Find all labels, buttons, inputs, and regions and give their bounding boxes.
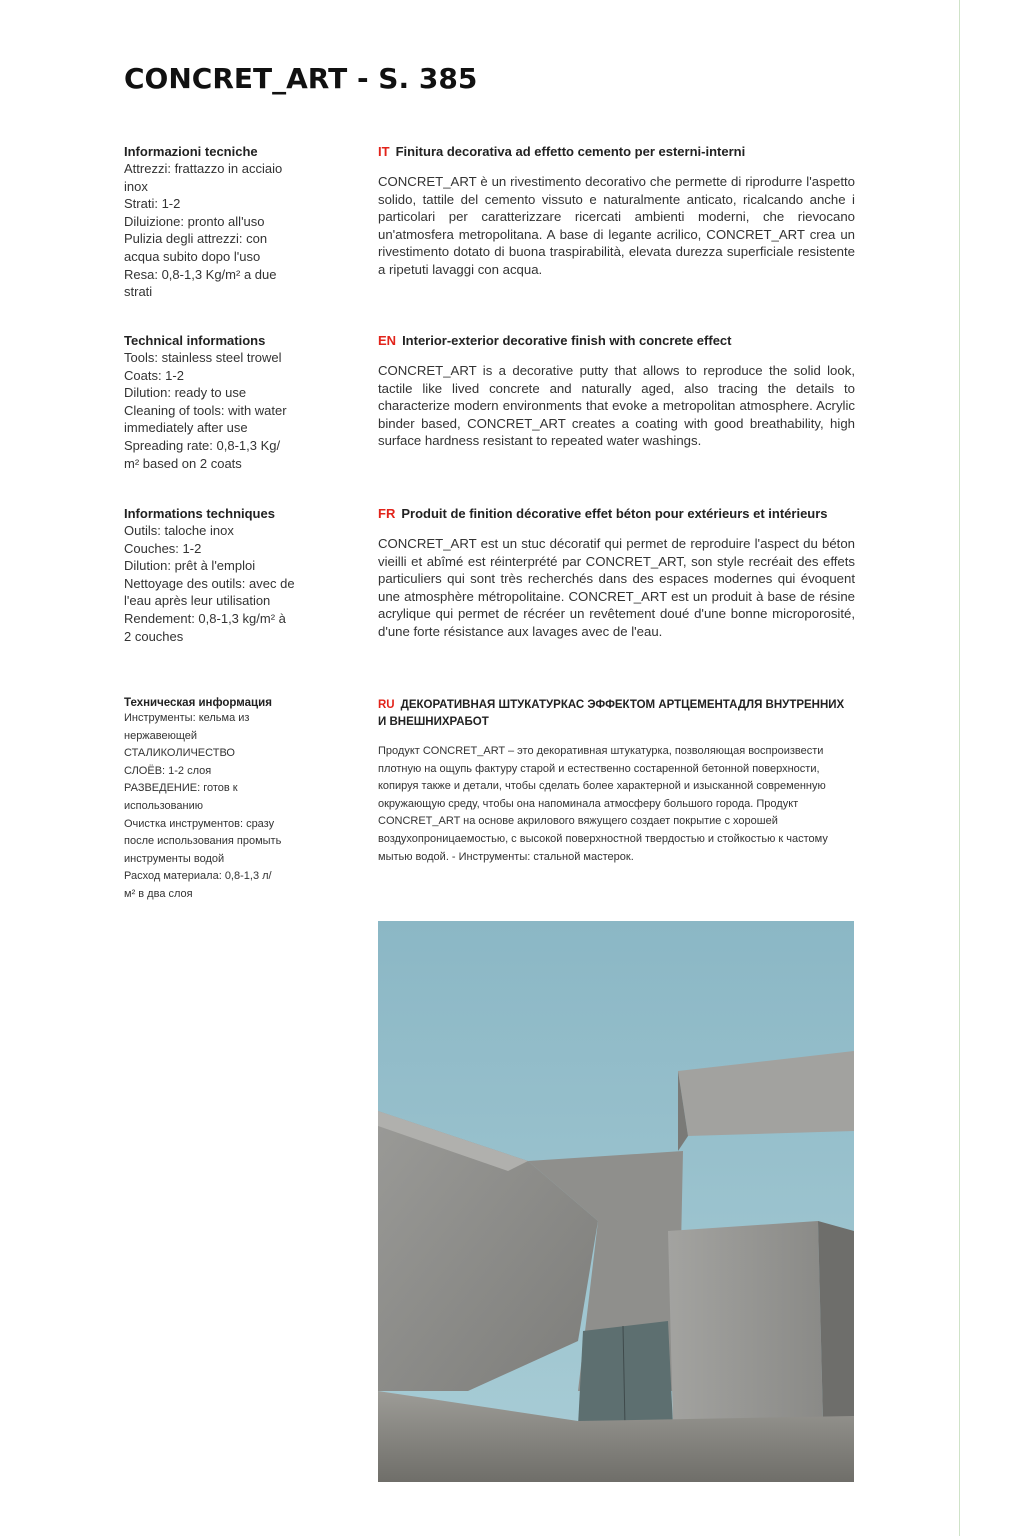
description-heading: [378, 506, 855, 521]
tech-info-line: м² в два слоя: [124, 887, 193, 900]
description-title: ДЕКОРАТИВНАЯ ШТУКАТУРКАС ЭФФЕКТОМ АРТЦЕМЕНТАДЛЯ ВНУТРЕННИХ И ВНЕШНИХРАБОТ: [378, 699, 845, 728]
tech-info-line: immediately after use: [124, 420, 248, 436]
description-body: Продукт CONCRET_ART – это декоративная штукатурка, позволяющая воспроизвести плотную на ощупь фактуру старой и естественно состаренной бетонной поверхности, копируя также и детали, чтобы сделать более характерной и изысканной современную окружающую среду, чтобы она напоминала атмосферу большого города. Продукт CONCRET_ART на основе акрилового вяжущего создает покрытие с хорошей воздухопроницаемостью, с высокой поверхностной твердостью и стойкостью к частому мытью водой. - Инструменты: стальной мастерок.: [378, 745, 828, 863]
tech-info-ru: [124, 697, 309, 904]
tech-info-lines: [124, 160, 309, 301]
tech-info-line: Rendement: 0,8-1,3 kg/m² à: [124, 610, 286, 626]
description-title: Produit de finition décorative effet béton pour extérieurs et intérieurs: [401, 506, 828, 521]
tech-info-lines: [124, 522, 309, 645]
concrete-box-front: [668, 1221, 823, 1426]
description-body: CONCRET_ART is a decorative putty that allows to reproduce the solid look, tactile like lived concrete and naturally aged, also tracing the details to characterize modern environments that evoke a metropolitan atmosphere. Acrylic binder based, CONCRET_ART creates a coating with good breathability, high surface hardness resistant to repeated water washings.: [378, 363, 855, 449]
tech-info-fr: [124, 506, 309, 645]
language-code: RU: [378, 699, 395, 711]
tech-info-line: Strati: 1-2: [124, 196, 181, 212]
description-ru: [378, 697, 855, 866]
tech-info-line: strati: [124, 284, 153, 300]
tech-info-line: Инструменты: кельма из: [124, 712, 250, 724]
description-it: [378, 144, 855, 279]
tech-info-heading: Техническая информация: [124, 697, 272, 709]
tech-info-line: использованию: [124, 799, 203, 812]
description-body: CONCRET_ART è un rivestimento decorativo che permette di riprodurre l'aspetto solido, tattile del cemento vissuto e naturalmente anticato, ricalcando anche i particolari per caratterizzare ricercati ambienti moderni, che rievocano un'atmosfera metropolitana. A base di legante acrilico, CONCRET_ART crea un rivestimento dotato di buona traspirabilità, elevata durezza superficiale resistente a ripetuti lavaggi con acqua.: [378, 174, 855, 277]
concrete-building-illustration: [378, 921, 854, 1482]
language-code: IT: [378, 144, 390, 159]
tech-info-heading: Technical informations: [124, 333, 266, 348]
tech-info-line: inox: [124, 178, 148, 194]
tech-info-it: [124, 144, 309, 301]
tech-info-line: acqua subito dopo l'uso: [124, 248, 261, 264]
description-title: Interior-exterior decorative finish with concrete effect: [402, 333, 732, 348]
description-heading: [378, 697, 855, 731]
glass-entrance: [578, 1321, 673, 1426]
tech-info-line: нержавеющей: [124, 729, 198, 742]
tech-info-line: Dilution: ready to use: [124, 385, 247, 401]
tech-info-line: Resa: 0,8-1,3 Kg/m² a due: [124, 266, 277, 282]
language-code: FR: [378, 506, 396, 521]
tech-info-heading: Informations techniques: [124, 506, 275, 521]
tech-info-heading: Informazioni tecniche: [124, 144, 258, 159]
page-edge-line: [959, 0, 960, 1536]
tech-info-line: инструменты водой: [124, 852, 225, 865]
tech-info-line: СТАЛИКОЛИЧЕСТВО: [124, 747, 235, 760]
description-heading: [378, 333, 855, 348]
tech-info-line: m² based on 2 coats: [124, 455, 242, 471]
tech-info-line: после использования промыть: [124, 835, 282, 848]
tech-info-lines: [124, 710, 309, 904]
tech-info-line: Tools: stainless steel trowel: [124, 350, 282, 365]
tech-info-line: Очистка инструментов: сразу: [124, 817, 275, 830]
description-en: [378, 333, 855, 450]
tech-info-line: 2 couches: [124, 628, 184, 644]
concrete-box-side: [818, 1221, 854, 1421]
tech-info-line: Spreading rate: 0,8-1,3 Kg/: [124, 437, 281, 453]
tech-info-line: РАЗВЕДЕНИЕ: готов к: [124, 782, 238, 795]
tech-info-line: Coats: 1-2: [124, 367, 184, 383]
description-title: Finitura decorativa ad effetto cemento per esterni-interni: [395, 144, 746, 159]
tech-info-en: [124, 333, 309, 472]
tech-info-line: Attrezzi: frattazzo in acciaio: [124, 161, 283, 176]
tech-info-line: Cleaning of tools: with water: [124, 402, 287, 418]
tech-info-line: Pulizia degli attrezzi: con: [124, 231, 268, 247]
tech-info-line: Расход материала: 0,8-1,3 л/: [124, 870, 272, 883]
tech-info-line: Dilution: prêt à l'emploi: [124, 558, 256, 574]
tech-info-line: l'eau après leur utilisation: [124, 593, 271, 609]
tech-info-line: Outils: taloche inox: [124, 523, 234, 538]
tech-info-line: Couches: 1-2: [124, 540, 202, 556]
description-body: CONCRET_ART est un stuc décoratif qui permet de reproduire l'aspect du béton vieilli et abîmé est réinterprété par CONCRET_ART, son style recréait des effets particuliers qui sont très recherchés dans des espaces modernes qui évoquent une atmosphère métropolitaine. CONCRET_ART est un produit à base de résine acrylique qui permet de récréer un revêtement doué d'une bonne microporosité, d'une forte résistance aux lavages avec de l'eau.: [378, 536, 855, 639]
tech-info-line: Diluizione: pronto all'uso: [124, 213, 265, 229]
product-photo: [378, 921, 854, 1482]
description-fr: [378, 506, 855, 641]
tech-info-line: Nettoyage des outils: avec de: [124, 575, 295, 591]
language-code: EN: [378, 333, 397, 348]
tech-info-lines: [124, 349, 309, 472]
page-title: CONCRET_ART - S. 385: [124, 62, 478, 95]
tech-info-line: СЛОЁВ: 1-2 слоя: [124, 764, 212, 777]
description-heading: [378, 144, 855, 159]
